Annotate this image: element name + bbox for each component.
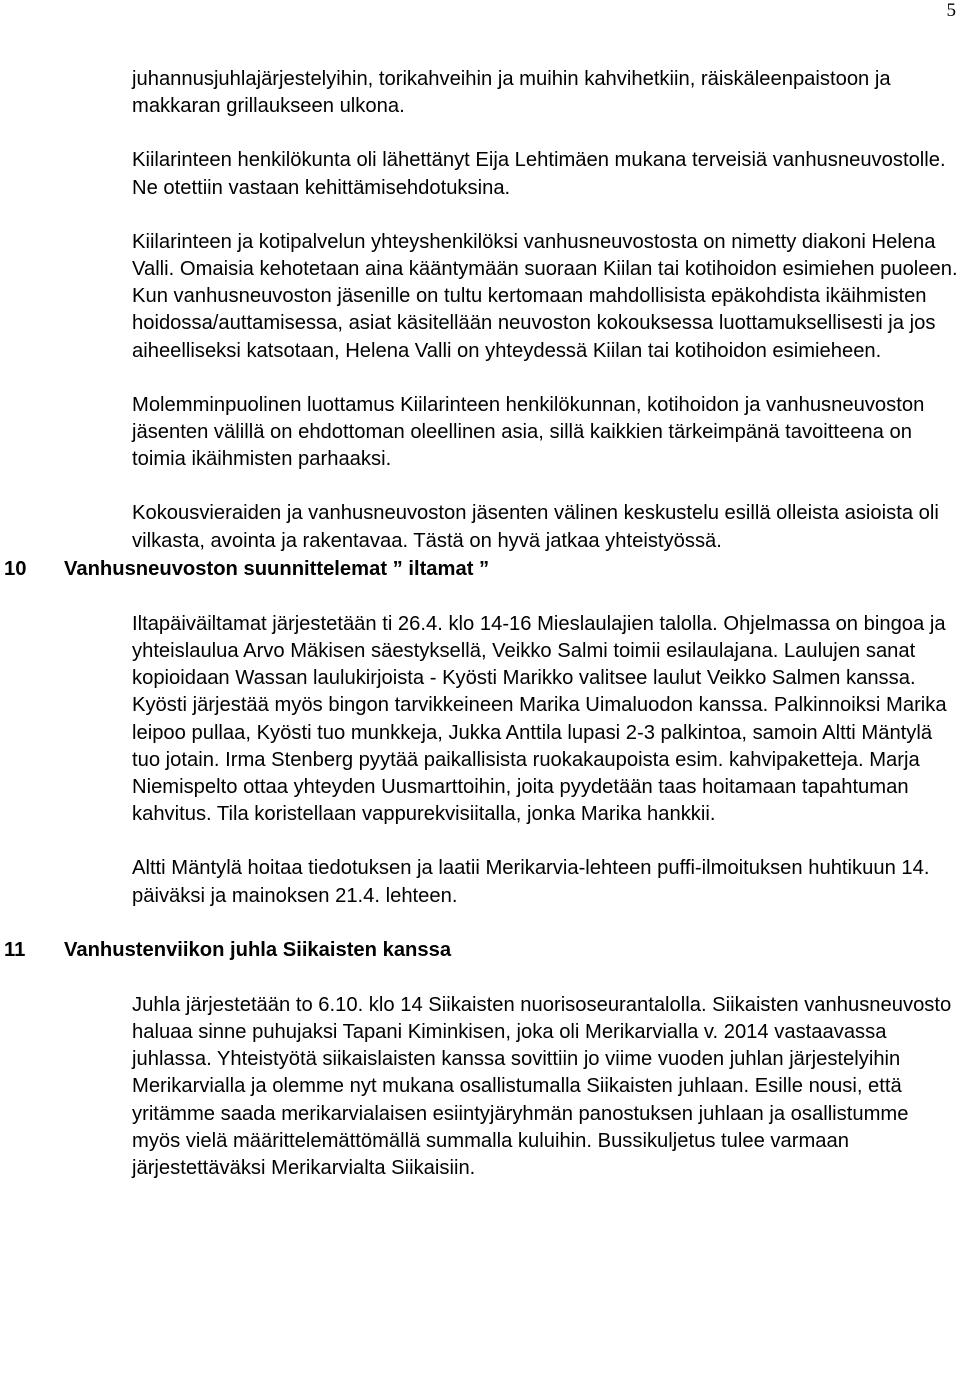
paragraph-intro-4: Molemminpuolinen luottamus Kiilarinteen henkilökunnan, kotihoidon ja vanhusneuvoston jäsenten välillä on ehdottoman oleellinen asia, sillä kaikkien tärkeimpänä tavoitteena on toimia ikäihmisten parhaaksi. <box>132 393 925 471</box>
section-10-paragraph-2: Altti Mäntylä hoitaa tiedotuksen ja laatii Merikarvia-lehteen puffi-ilmoituksen huhtikuun 14. päiväksi ja mainoksen 21.4. lehteen. <box>132 857 930 907</box>
section-11-number: 11 <box>4 938 26 961</box>
paragraph-intro-5: Kokousvieraiden ja vanhusneuvoston jäsenten välinen keskustelu esillä olleista asioista oli vilkasta, avointa ja rakentavaa. Tästä on hyvä jatkaa yhteistyössä. <box>132 502 939 552</box>
page-number: 5 <box>946 0 956 21</box>
section-10-heading <box>0 556 960 583</box>
paragraph-intro-3: Kiilarinteen ja kotipalvelun yhteyshenkilöksi vanhusneuvostosta on nimetty diakoni Helena Valli. Omaisia kehotetaan aina kääntymään suoraan Kiilan tai kotihoidon esimiehen puoleen. Kun vanhusneuvoston jäsenille on tultu kertomaan mahdollisista epäkohdista ikäihmisten hoidossa/auttamisessa, asiat käsitellään neuvoston kokouksessa luottamuksellisesti ja jos aiheelliseksi katsotaan, Helena Valli on yhteydessä Kiilan tai kotihoidon esimieheen. <box>132 230 958 362</box>
section-11-heading <box>0 937 960 964</box>
section-11-paragraph-1: Juhla järjestetään to 6.10. klo 14 Siikaisten nuorisoseurantalolla. Siikaisten vanhusneuvosto haluaa sinne puhujaksi Tapani Kiminkisen, joka oli Merikarvialla v. 2014 vastaavassa juhlassa. Yhteistyötä siikaislaisten kanssa sovittiin jo viime vuoden juhlan järjestelyihin Merikarvialla ja olemme nyt mukana osallistumalla Siikaisten juhlaan. Esille nousi, että yritämme saada merikarvialaisen esiintyjäryhmän panostuksen juhlaan ja osallistumme myös vielä määrittelemättömällä summalla kuluihin. Bussikuljetus tulee varmaan järjestettäväksi Merikarvialta Siikaisiin. <box>132 993 952 1180</box>
section-10-title: Vanhusneuvoston suunnittelemat ” iltamat ” <box>64 557 490 580</box>
document-body <box>0 66 960 1182</box>
section-11-title: Vanhustenviikon juhla Siikaisten kanssa <box>64 938 452 961</box>
paragraph-intro-1: juhannusjuhlajärjestelyihin, torikahveihin ja muihin kahvihetkiin, räiskäleenpaistoon ja makkaran grillaukseen ulkona. <box>132 68 891 118</box>
section-10-paragraph-1: Iltapäiväiltamat järjestetään ti 26.4. klo 14-16 Mieslaulajien talolla. Ohjelmassa on bingoa ja yhteislaulua Arvo Mäkisen säestyksellä, Veikko Salmi toimii esilaulajana. Laulujen sanat kopioidaan Wassan laulukirjoista - Kyösti Marikko valitsee laulut Veikko Salmen kanssa. Kyösti järjestää myös bingon tarvikkeineen Marika Uimaluodon kanssa. Palkinnoiksi Marika leipoo pullaa, Kyösti tuo munkkeja, Jukka Anttila lupasi 2-3 palkintoa, samoin Altti Mäntylä tuo jotain. Irma Stenberg pyytää paikallisista ruokakaupoista esim. kahvipaketteja. Marja Niemispelto ottaa yhteyden Uusmarttoihin, joita pyydetään taas hoitamaan tapahtuman kahvitus. Tila koristellaan vappurekvisiitalla, jonka Marika hankkii. <box>132 612 947 826</box>
section-10-number: 10 <box>4 557 27 580</box>
paragraph-intro-2: Kiilarinteen henkilökunta oli lähettänyt Eija Lehtimäen mukana terveisiä vanhusneuvostolle. Ne otettiin vastaan kehittämisehdotuksina. <box>132 149 946 199</box>
